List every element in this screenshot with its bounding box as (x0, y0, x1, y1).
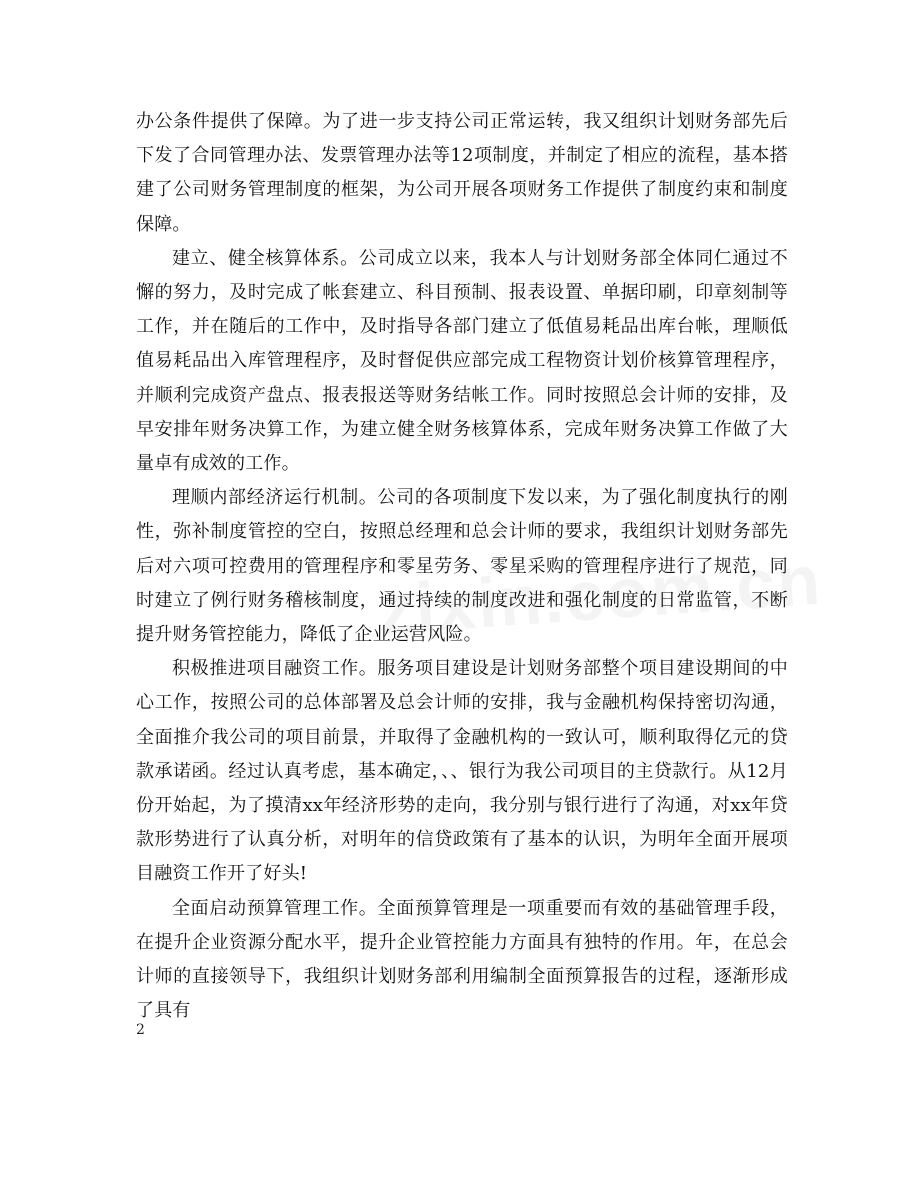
paragraph-budget-management: 全面启动预算管理工作。全面预算管理是一项重要而有效的基础管理手段，在提升企业资源分配水平，提升企业管控能力方面具有独特的作用。年，在总会计师的直接领导下，我组织计划财务部利用编制全面预算报告的过程，逐渐形成了具有 (136, 897, 788, 1022)
paragraph-accounting-system: 建立、健全核算体系。公司成立以来，我本人与计划财务部全体同仁通过不懈的努力，及时完成了帐套建立、科目预制、报表设置、单据印刷，印章刻制等工作，并在随后的工作中，及时指导各部门建立了低值易耗品出库台帐，理顺低值易耗品出入库管理程序，及时督促供应部完成工程物资计划价核算管理程序，并顺利完成资产盘点、报表报送等财务结帐工作。同时按照总会计师的安排，及早安排年财务决算工作，为建立健全财务核算体系，完成年财务决算工作做了大量卓有成效的工作。 (136, 247, 788, 475)
paragraph-project-financing: 积极推进项目融资工作。服务项目建设是计划财务部整个项目建设期间的中心工作，按照公司的总体部署及总会计师的安排，我与金融机构保持密切沟通，全面推介我公司的项目前景，并取得了金融机构的一致认可，顺利取得亿元的贷款承诺函。经过认真考虑，基本确定，、、银行为我公司项目的主贷款行。从12月份开始起，为了摸清xx年经济形势的走向，我分别与银行进行了沟通，对xx年贷款形势进行了认真分析，对明年的信贷政策有了基本的认识，为明年全面开展项目融资工作开了好头! (136, 658, 788, 885)
paragraph-continued: 办公条件提供了保障。为了进一步支持公司正常运转，我又组织计划财务部先后下发了合同管理办法、发票管理办法等12项制度，并制定了相应的流程，基本搭建了公司财务管理制度的框架，为公司开展各项财务工作提供了制度约束和制度保障。 (136, 111, 788, 235)
paragraph-internal-mechanism: 理顺内部经济运行机制。公司的各项制度下发以来，为了强化制度执行的刚性，弥补制度管控的空白，按照总经理和总会计师的要求，我组织计划财务部先后对六项可控费用的管理程序和零星劳务、零星采购的管理程序进行了规范，同时建立了例行财务稽核制度，通过持续的制度改进和强化制度的日常监管，不断提升财务管控能力，降低了企业运营风险。 (136, 487, 788, 646)
page-number: 2 (136, 1022, 145, 1038)
document-body (136, 105, 788, 1028)
